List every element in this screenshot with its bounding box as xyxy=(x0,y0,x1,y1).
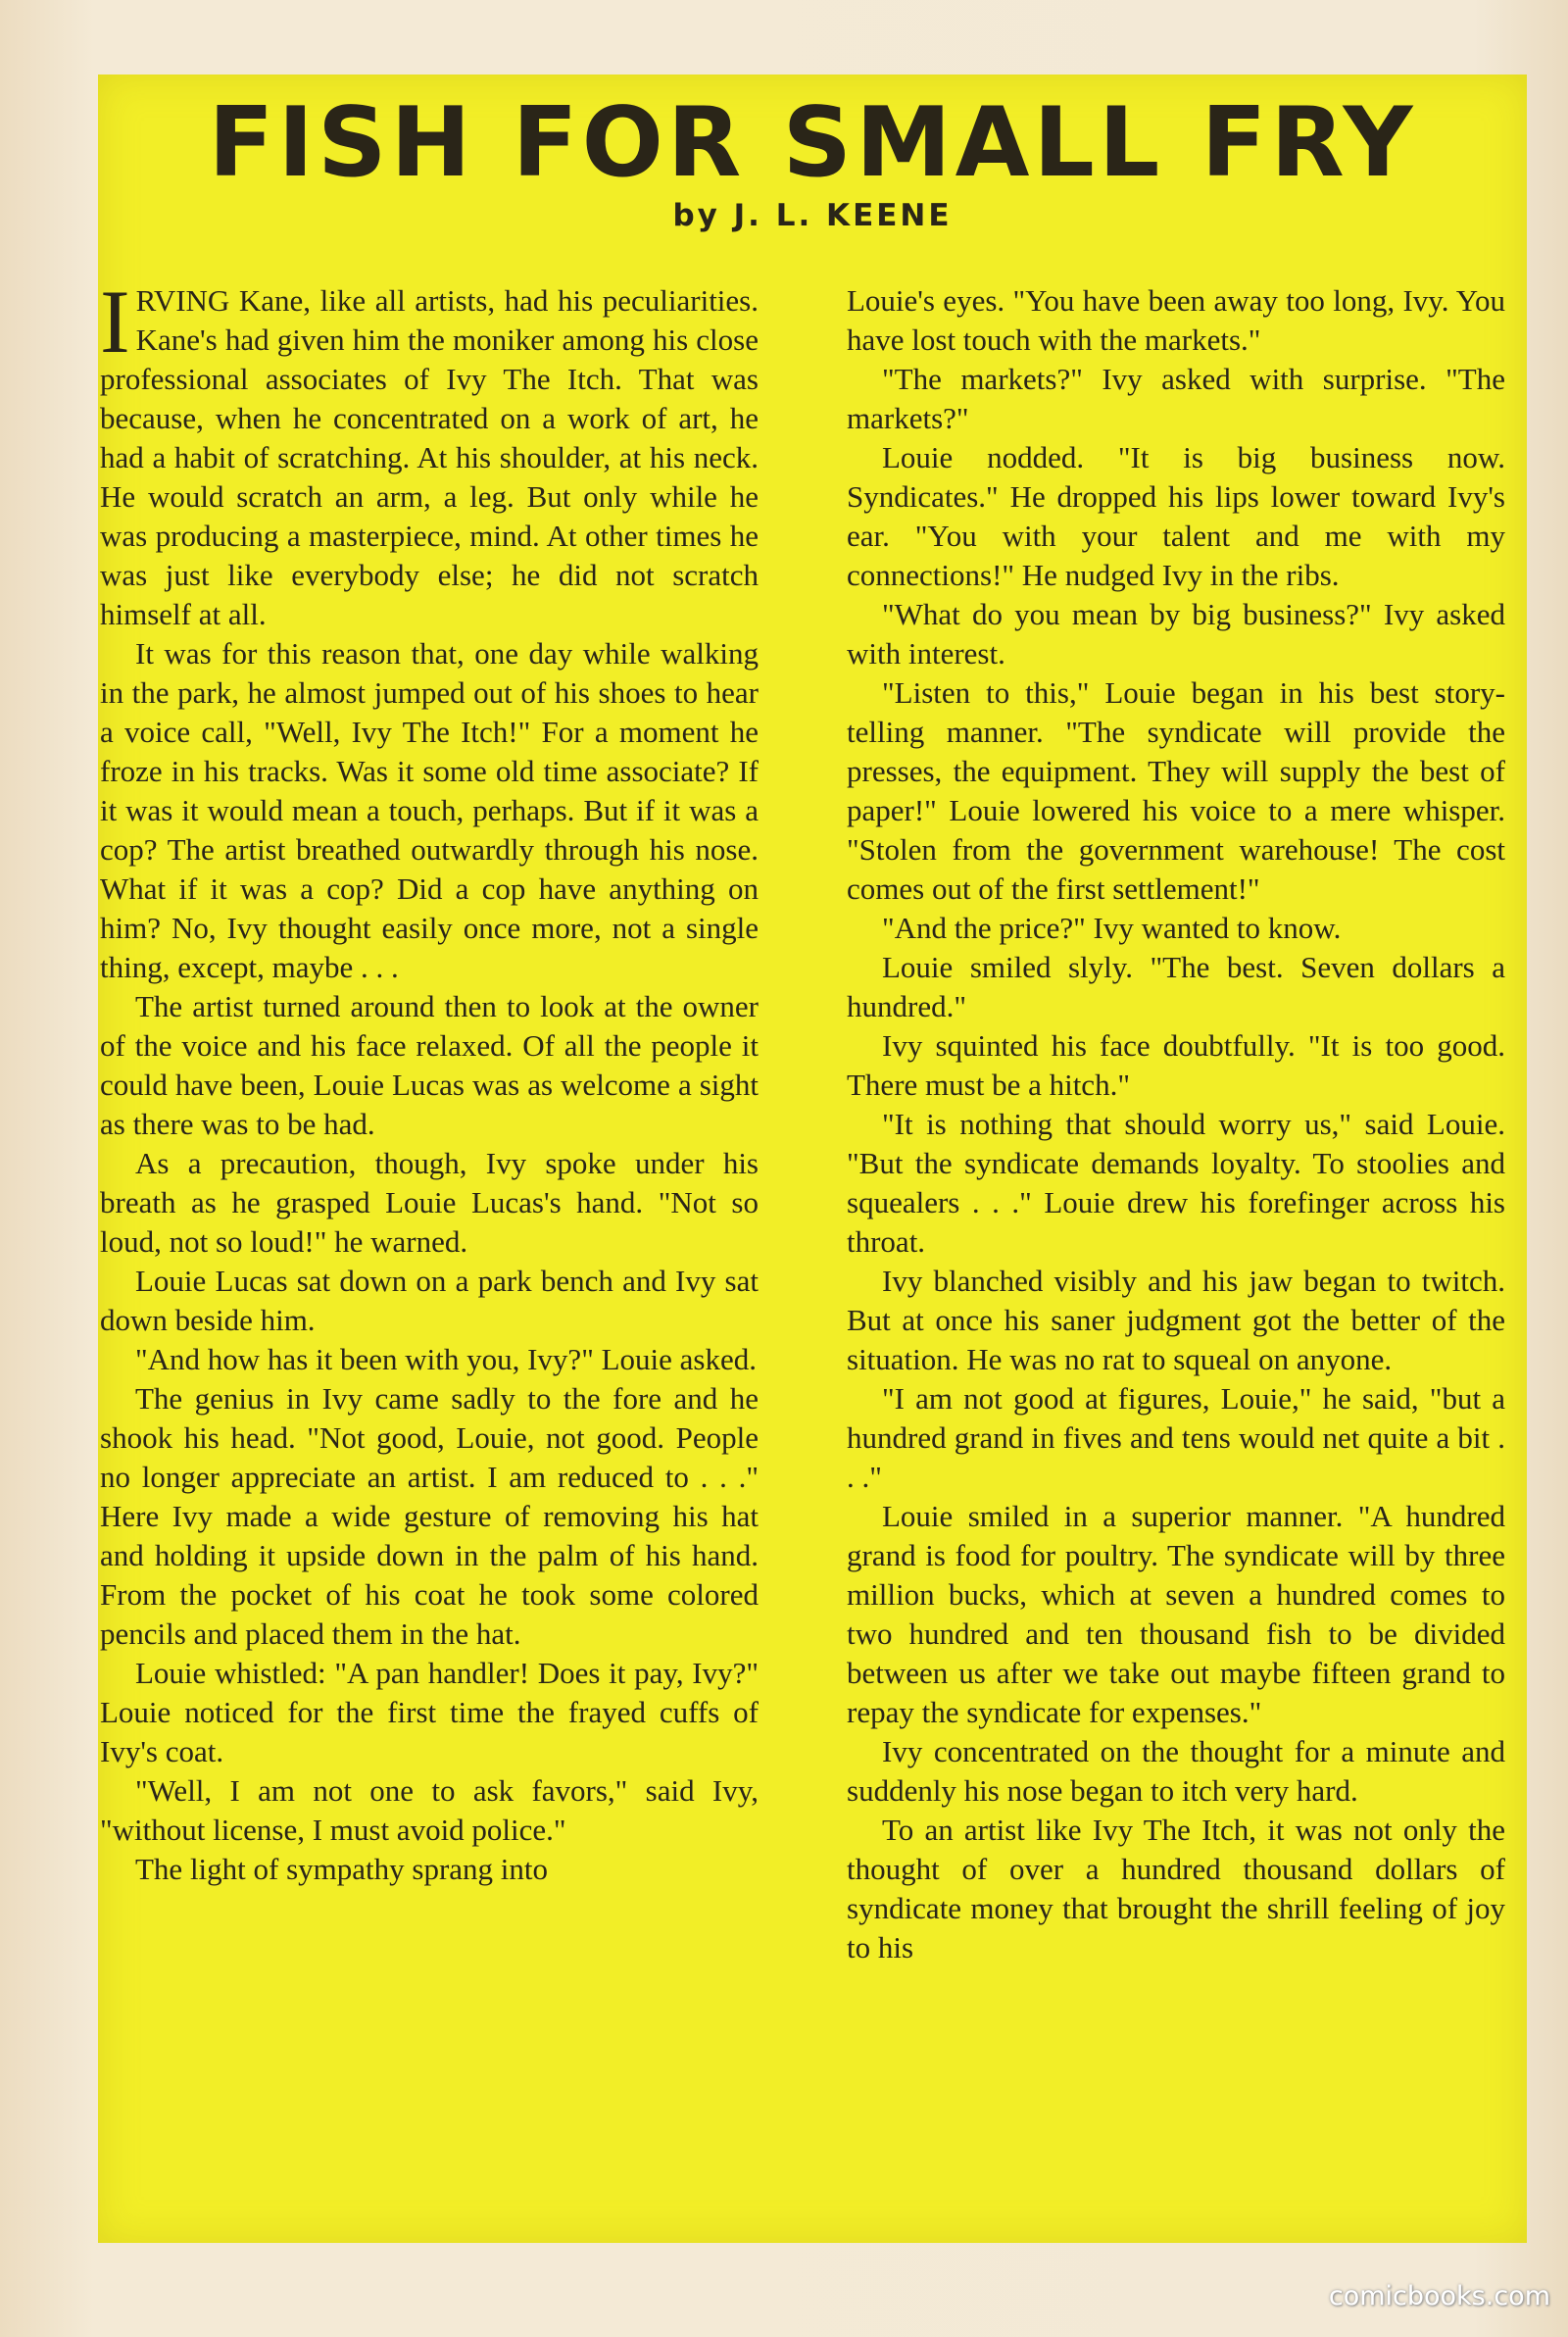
paragraph: "The markets?" Ivy asked with surprise. "The markets?" xyxy=(847,362,1505,435)
paragraph: The light of sympathy sprang into xyxy=(135,1852,549,1886)
paragraph: Louie Lucas sat down on a park bench and Ivy sat down beside him. xyxy=(100,1264,759,1337)
paragraph: The genius in Ivy came sadly to the fore and he shook his head. "Not good, Louie, not good. People no longer appreciate an artist. I am reduced to . . ." Here Ivy made a wide gesture of removing his hat and holding it upside down in the palm of his hand. From the pocket of his coat he took some colored pencils and placed them in the hat. xyxy=(100,1381,759,1651)
right-text-column xyxy=(847,281,1505,1967)
site-watermark: comicbooks.com xyxy=(1328,2281,1550,2312)
paragraph: Ivy squinted his face doubtfully. "It is too good. There must be a hitch." xyxy=(847,1028,1505,1102)
paragraph: Louie nodded. "It is big business now. Syndicates." He dropped his lips lower toward Ivy's ear. "You with your talent and me with my connections!" He nudged Ivy in the ribs. xyxy=(847,440,1505,592)
paragraph: To an artist like Ivy The Itch, it was not only the thought of over a hundred thousand dollars of syndicate money that brought the shrill feeling of joy to his xyxy=(847,1813,1505,1964)
paragraph: "Well, I am not one to ask favors," said Ivy, "without license, I must avoid police." xyxy=(100,1773,759,1847)
continued-paragraph: Louie's eyes. "You have been away too long, Ivy. You have lost touch with the markets." xyxy=(847,283,1505,357)
paragraph: Louie whistled: "A pan handler! Does it pay, Ivy?" Louie noticed for the first time the frayed cuffs of Ivy's coat. xyxy=(100,1656,759,1768)
paragraph: "What do you mean by big business?" Ivy asked with interest. xyxy=(847,597,1505,671)
opening-paragraph xyxy=(100,272,759,634)
opening-paragraph-text: RVING Kane, like all artists, had his peculiarities. Kane's had given him the moniker among his close professional associates of Ivy The Itch. That was because, when he concentrated on a work of art, he had a habit of scratching. At his shoulder, at his neck. He would scratch an arm, a leg. But only while he was producing a masterpiece, mind. At other times he was just like everybody else; he did not scratch himself at all. xyxy=(100,283,759,631)
paragraph: Louie smiled slyly. "The best. Seven dollars a hundred." xyxy=(847,950,1505,1023)
drop-cap: I xyxy=(100,272,130,372)
paragraph: It was for this reason that, one day while walking in the park, he almost jumped out of his shoes to hear a voice call, "Well, Ivy The Itch!" For a moment he froze in his tracks. Was it some old time associate? If it was it would mean a touch, perhaps. But if it was a cop? The artist breathed outwardly through his nose. What if it was a cop? Did a cop have anything on him? No, Ivy thought easily once more, not a single thing, except, maybe . . . xyxy=(100,636,759,984)
paragraph: "And the price?" Ivy wanted to know. xyxy=(882,911,1342,945)
paragraph: Louie smiled in a superior manner. "A hundred grand is food for poultry. The syndicate will by three million bucks, which at seven a hundred comes to two hundred and ten thousand fish to be divided between us after we take out maybe fifteen grand to repay the syndicate for expenses." xyxy=(847,1499,1505,1729)
paragraph: "I am not good at figures, Louie," he said, "but a hundred grand in fives and tens would net quite a bit . . ." xyxy=(847,1381,1505,1494)
story-byline: by J. L. KEENE xyxy=(672,198,953,233)
paragraph: "And how has it been with you, Ivy?" Louie asked. xyxy=(135,1342,757,1376)
paragraph: Ivy concentrated on the thought for a minute and suddenly his nose began to itch very hard. xyxy=(847,1734,1505,1808)
story-title: FISH FOR SMALL FRY xyxy=(208,87,1417,199)
left-text-column xyxy=(100,272,759,1889)
paragraph: The artist turned around then to look at the owner of the voice and his face relaxed. Of all the people it could have been, Louie Lucas was as welcome a sight as there was to be had. xyxy=(100,989,759,1141)
paragraph: "It is nothing that should worry us," said Louie. "But the syndicate demands loyalty. To stoolies and squealers . . ." Louie drew his forefinger across his throat. xyxy=(847,1107,1505,1259)
paragraph: As a precaution, though, Ivy spoke under his breath as he grasped Louie Lucas's hand. "Not so loud, not so loud!" he warned. xyxy=(100,1146,759,1259)
paragraph: "Listen to this," Louie began in his best story-telling manner. "The syndicate will provide the presses, the equipment. They will supply the best of paper!" Louie lowered his voice to a mere whisper. "Stolen from the government warehouse! The cost comes out of the first settlement!" xyxy=(847,675,1505,906)
paragraph: Ivy blanched visibly and his jaw began to twitch. But at once his saner judgment got the better of the situation. He was no rat to squeal on anyone. xyxy=(847,1264,1505,1376)
